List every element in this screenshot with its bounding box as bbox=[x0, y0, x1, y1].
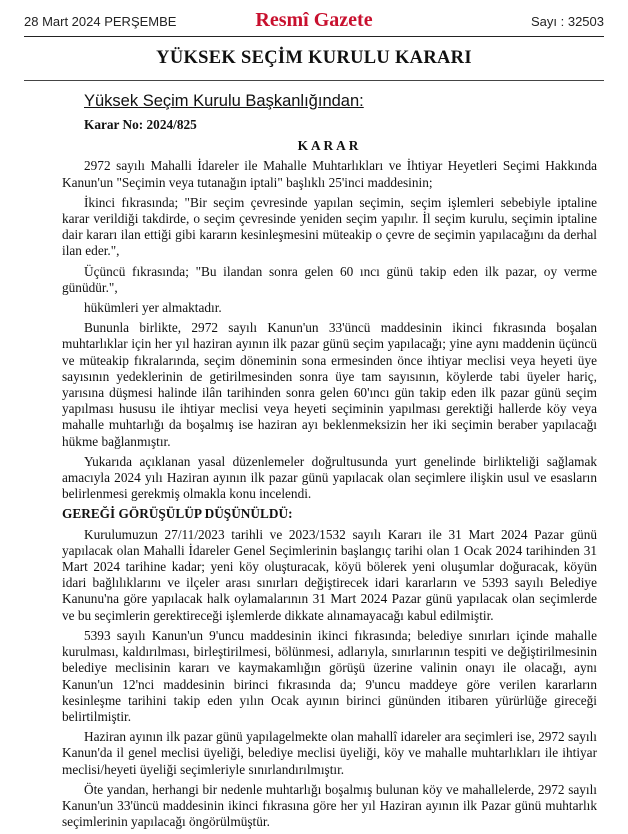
paragraph: Yukarıda açıklanan yasal düzenlemeler doğrultusunda yurt genelinde birlikteliği sağlamak amacıyla 2024 yılı Haziran ayının ilk pazar günü yapılacak olan seçimlere ilişkin usul ve esasların belirlenmesi gerekmiş olmakla konu incelendi. bbox=[62, 453, 597, 502]
title-divider bbox=[24, 80, 604, 81]
paragraph: Üçüncü fıkrasında; "Bu ilandan sonra gelen 60 ıncı günü takip eden ilk pazar, oy verme günüdür.", bbox=[62, 263, 597, 295]
issue-number: Sayı : 32503 bbox=[531, 14, 604, 29]
decision-number: Karar No: 2024/825 bbox=[84, 117, 197, 132]
paragraph: 5393 sayılı Kanun'un 9'uncu maddesinin ikinci fıkrasında; belediye sınırları içinde mahalle kurulması, kaldırılması, birleştirilmesi, bölünmesi, adlarıyla, sınırlarının tespiti ve değiştirilmesinin belediye meclisinin kararı ve kaymakamlığın görüşü üzerine valinin onayı ile olacağı, aynı Kanun'un 12'nci maddesinin birinci fıkrasında da; 9'uncu maddeye göre verilen kararların kesinleşme tarihini takip eden yılın Ocak ayının birinci gününden itibaren yürürlüğe gireceği belirtilmiştir. bbox=[62, 627, 597, 724]
issuer-line: Yüksek Seçim Kurulu Başkanlığından: bbox=[84, 92, 364, 110]
gazette-name: Resmî Gazete bbox=[255, 9, 373, 31]
publication-date: 28 Mart 2024 PERŞEMBE bbox=[24, 14, 177, 29]
gazette-header bbox=[24, 10, 604, 37]
document-title: YÜKSEK SEÇİM KURULU KARARI bbox=[156, 48, 472, 68]
paragraph: İkinci fıkrasında; "Bir seçim çevresinde yapılan seçimin, seçim işlemleri sebebiyle iptaline karar verildiği takdirde, o seçim çevresinde yeniden seçim yapılır. İl seçim kurulu, seçimin iptaline dair kararı ilan ettiği gibi kararın kesinleşmesini müteakip o çevre de seçimin yapılacağını da derhal ilan eder.", bbox=[62, 194, 597, 259]
decision-heading: KARAR bbox=[297, 138, 362, 154]
paragraph: hükümleri yer almaktadır. bbox=[84, 300, 222, 316]
paragraph: Bununla birlikte, 2972 sayılı Kanun'un 33'üncü maddesinin ikinci fıkrasında boşalan muhtarlıklar için her yıl haziran ayının ilk pazar günü seçim yapılacağı; yine aynı maddenin üçüncü ve müteakip fıkralarında, seçim döneminin sona ermesinden önce ihtiyar meclisi veya heyeti üye sayısının yedeklerinin de getirilmesinden sonra üye tam sayısının, köylerde tabi üyeler hariç, yarısına düşmesi halinde ilân tarihinden sonra gelen 60'ıncı gün takip eden ilk pazar günü seçim yapılması hususu ile ihtiyar meclisi veya heyeti seçiminin yapılması gerektiği hallerde köy veya mahalle muhtarlığı da boşalmış ise haziran ayı beklenmeksizin her iki seçimin beraber yapılacağı hükme bağlanmıştır. bbox=[62, 320, 597, 449]
paragraph: Öte yandan, herhangi bir nedenle muhtarlığı boşalmış bulunan köy ve mahallelerde, 2972 sayılı Kanun'un 33'üncü maddesinin ikinci fıkrasına göre her yıl Haziran ayının ilk Pazar günü muhtarlık seçimlerinin yapılacağı öngörülmüştür. bbox=[62, 781, 597, 830]
document-body bbox=[62, 91, 597, 834]
section-heading: GEREĞİ GÖRÜŞÜLÜP DÜŞÜNÜLDÜ: bbox=[62, 506, 293, 522]
paragraph: 2972 sayılı Mahalli İdareler ile Mahalle Muhtarlıkları ve İhtiyar Heyetleri Seçimi Hakkında Kanun'un "Seçimin veya tutanağın iptali" başlıklı 25'inci maddesinin; bbox=[62, 158, 597, 190]
paragraph: Haziran ayının ilk pazar günü yapılagelmekte olan mahallî idareler ara seçimleri ise, 2972 sayılı Kanun'da il genel meclisi üyeliği, belediye meclisi üyeliği, köy ve mahalle muhtarlıkları ile ihtiyar meclisi/heyeti üyeliği seçimleriyle sınırlandırılmıştır. bbox=[62, 729, 597, 777]
paragraph: Kurulumuzun 27/11/2023 tarihli ve 2023/1532 sayılı Kararı ile 31 Mart 2024 Pazar günü yapılacak olan Mahalli İdareler Genel Seçimlerinin başlangıç tarihi olan 1 Ocak 2024 tarihinden 31 Mart 2024 tarihine kadar; yeni köy oluşturacak, köyü bölerek yeni oluşumlar doğuracak, köyün idari bağlılıklarını ve ilçeler arası sınırları değiştirecek idari kararların ve 5393 sayılı Belediye Kanunu'na göre yapılacak halk oylamalarının 31 Mart 2024 Pazar günü yapılacak olan seçimlerde ve bu seçimlerin gerektireceği işlemlerde dikkate alınamayacağı kabul edilmiştir. bbox=[62, 526, 597, 623]
